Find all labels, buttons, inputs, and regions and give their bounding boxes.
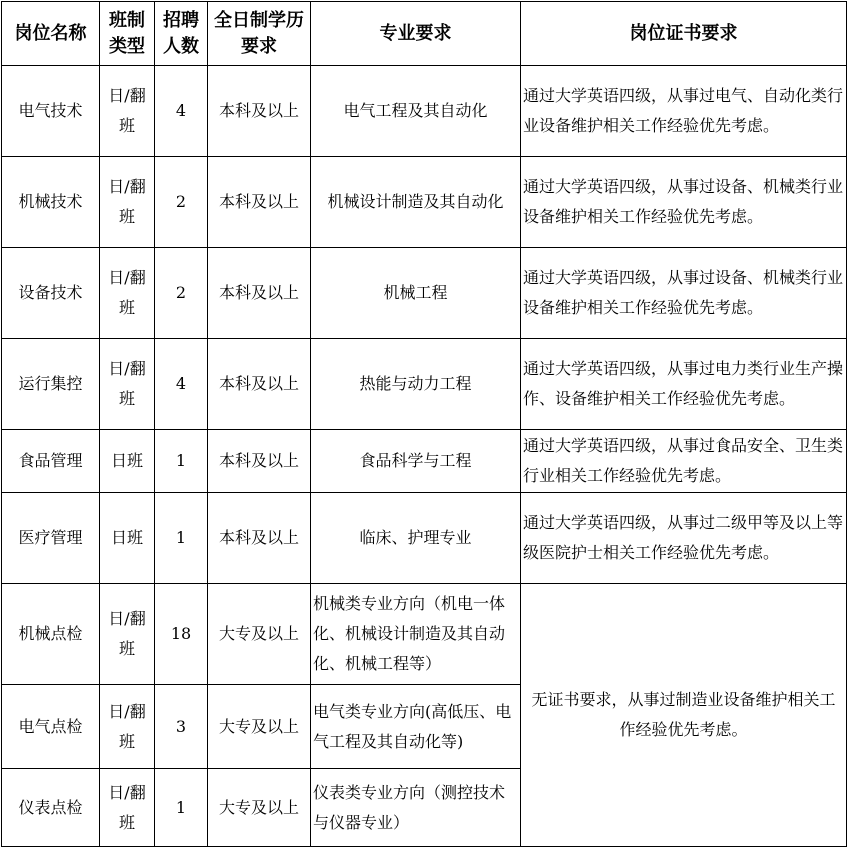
- cell-major: 电气工程及其自动化: [311, 66, 521, 157]
- cell-shift: 日/翻班: [100, 157, 155, 248]
- cell-certificate: 通过大学英语四级，从事过食品安全、卫生类行业相关工作经验优先考虑。: [521, 430, 847, 493]
- cell-education: 本科及以上: [208, 430, 311, 493]
- header-position: 岗位名称: [2, 2, 100, 66]
- cell-certificate: 通过大学英语四级，从事过电气、自动化类行业设备维护相关工作经验优先考虑。: [521, 66, 847, 157]
- cell-position: 电气技术: [2, 66, 100, 157]
- header-education: 全日制学历要求: [208, 2, 311, 66]
- cell-position: 电气点检: [2, 685, 100, 769]
- cell-count: 2: [155, 248, 208, 339]
- cell-count: 4: [155, 339, 208, 430]
- cell-count: 2: [155, 157, 208, 248]
- cell-position: 机械点检: [2, 584, 100, 685]
- cell-certificate-merged: 无证书要求，从事过制造业设备维护相关工作经验优先考虑。: [521, 584, 847, 847]
- cell-count: 3: [155, 685, 208, 769]
- cell-certificate: 通过大学英语四级，从事过设备、机械类行业设备维护相关工作经验优先考虑。: [521, 157, 847, 248]
- cell-certificate: 通过大学英语四级，从事过设备、机械类行业设备维护相关工作经验优先考虑。: [521, 248, 847, 339]
- header-count: 招聘人数: [155, 2, 208, 66]
- table-row: [2, 339, 847, 430]
- table-row: [2, 430, 847, 493]
- cell-shift: 日班: [100, 430, 155, 493]
- cell-major: 食品科学与工程: [311, 430, 521, 493]
- header-major: 专业要求: [311, 2, 521, 66]
- cell-shift: 日/翻班: [100, 248, 155, 339]
- cell-major: 热能与动力工程: [311, 339, 521, 430]
- cell-shift: 日/翻班: [100, 685, 155, 769]
- cell-major: 机械工程: [311, 248, 521, 339]
- cell-major: 机械设计制造及其自动化: [311, 157, 521, 248]
- table-row: [2, 248, 847, 339]
- cell-education: 本科及以上: [208, 339, 311, 430]
- cell-position: 设备技术: [2, 248, 100, 339]
- cell-education: 大专及以上: [208, 769, 311, 847]
- header-shift: 班制类型: [100, 2, 155, 66]
- cell-count: 1: [155, 769, 208, 847]
- cell-education: 本科及以上: [208, 493, 311, 584]
- cell-education: 大专及以上: [208, 685, 311, 769]
- cell-count: 1: [155, 493, 208, 584]
- table-row: [2, 157, 847, 248]
- cell-certificate: 通过大学英语四级，从事过二级甲等及以上等级医院护士相关工作经验优先考虑。: [521, 493, 847, 584]
- cell-education: 本科及以上: [208, 66, 311, 157]
- cell-education: 大专及以上: [208, 584, 311, 685]
- job-requirements-table: [1, 1, 847, 847]
- cell-certificate: 通过大学英语四级，从事过电力类行业生产操作、设备维护相关工作经验优先考虑。: [521, 339, 847, 430]
- cell-major: 机械类专业方向（机电一体化、机械设计制造及其自动化、机械工程等）: [311, 584, 521, 685]
- cell-count: 18: [155, 584, 208, 685]
- table-row: [2, 584, 847, 685]
- cell-count: 4: [155, 66, 208, 157]
- header-certificate: 岗位证书要求: [521, 2, 847, 66]
- cell-major: 临床、护理专业: [311, 493, 521, 584]
- cell-education: 本科及以上: [208, 157, 311, 248]
- table-row: [2, 66, 847, 157]
- cell-position: 医疗管理: [2, 493, 100, 584]
- table-row: [2, 493, 847, 584]
- cell-position: 机械技术: [2, 157, 100, 248]
- cell-shift: 日/翻班: [100, 339, 155, 430]
- header-row: [2, 2, 847, 66]
- cell-major: 仪表类专业方向（测控技术与仪器专业）: [311, 769, 521, 847]
- cell-shift: 日班: [100, 493, 155, 584]
- cell-position: 仪表点检: [2, 769, 100, 847]
- cell-shift: 日/翻班: [100, 584, 155, 685]
- cell-shift: 日/翻班: [100, 769, 155, 847]
- cell-education: 本科及以上: [208, 248, 311, 339]
- cell-major: 电气类专业方向(高低压、电气工程及其自动化等): [311, 685, 521, 769]
- cell-count: 1: [155, 430, 208, 493]
- cell-position: 食品管理: [2, 430, 100, 493]
- cell-position: 运行集控: [2, 339, 100, 430]
- cell-shift: 日/翻班: [100, 66, 155, 157]
